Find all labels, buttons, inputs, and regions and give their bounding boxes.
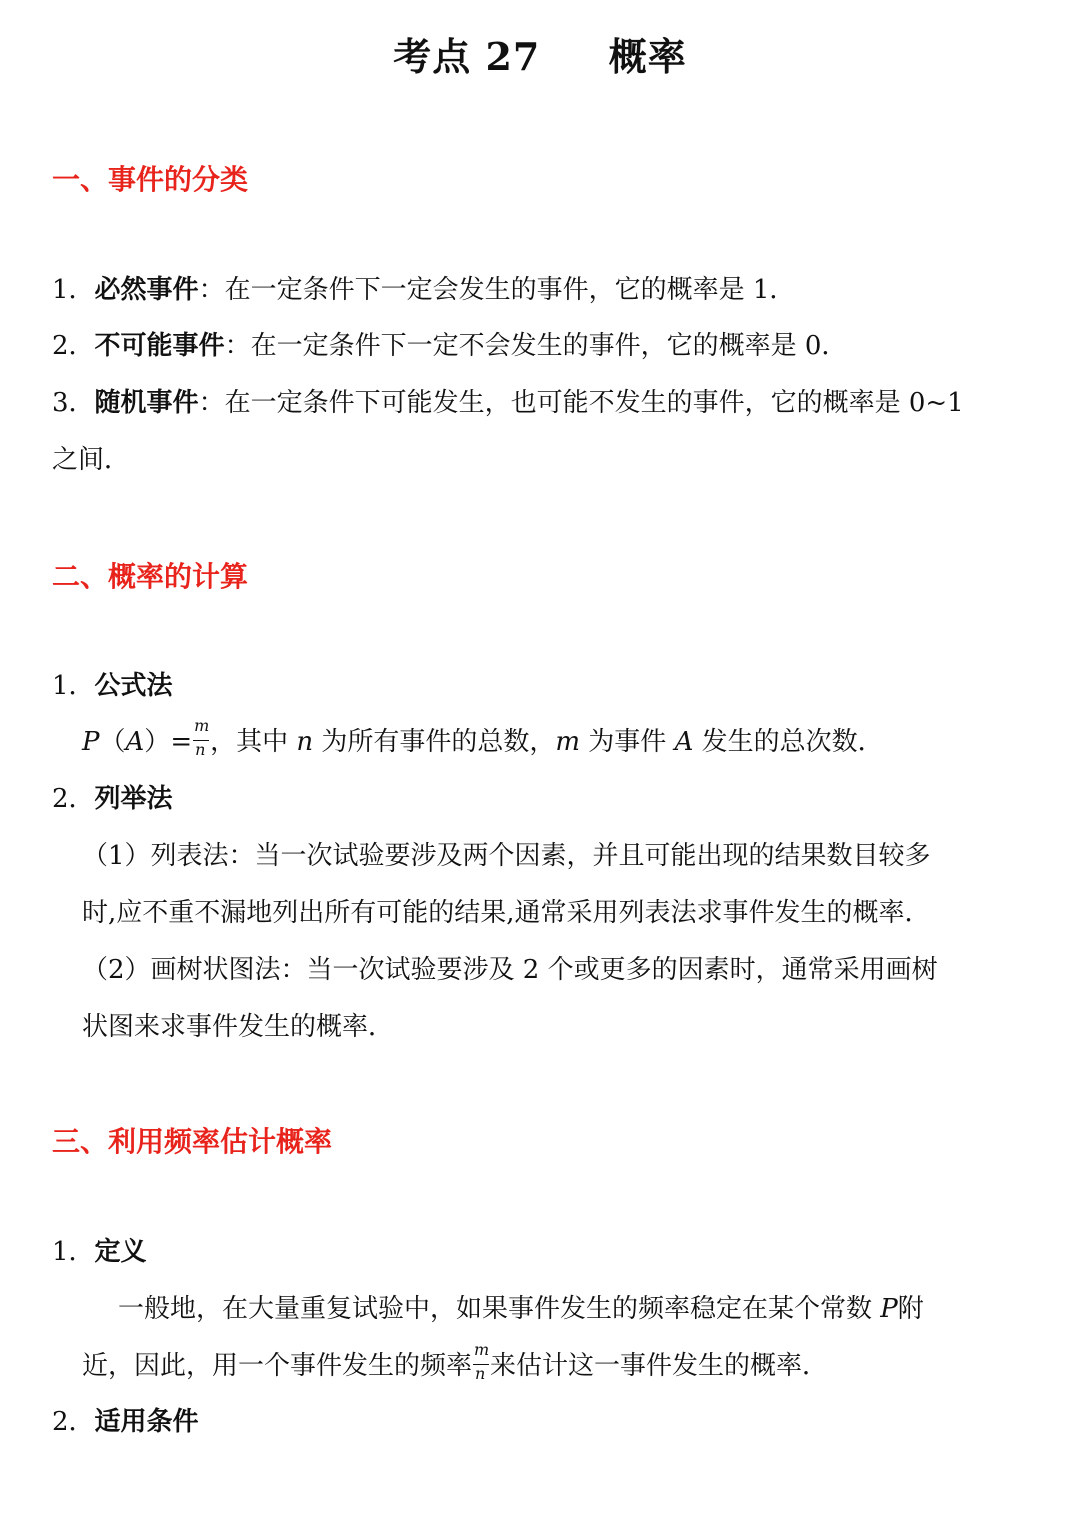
list-method-para-2-line-1: （2）画树状图法：当一次试验要涉及 2 个或更多的因素时，通常采用画树	[82, 955, 938, 985]
list-method-para-1-line-2: 时,应不重不漏地列出所有可能的结果,通常采用列表法求事件发生的概率．	[82, 898, 931, 928]
term-random-event: 随机事件	[94, 388, 199, 418]
definition-line-1: 一般地，在大量重复试验中，如果事件发生的频率稳定在某个常数 P附	[118, 1294, 924, 1324]
title-prefix: 考点	[393, 34, 472, 79]
s1-item-1: 1．必然事件：在一定条件下一定会发生的事件，它的概率是 1．	[52, 275, 796, 305]
list-method-para-1-line-1: （1）列表法：当一次试验要涉及两个因素，并且可能出现的结果数目较多	[82, 841, 931, 871]
term-certain-event: 必然事件	[94, 275, 199, 305]
page-title	[0, 26, 1080, 81]
s3-sub-1: 1．定义	[52, 1237, 147, 1267]
s2-sub-2: 2．列举法	[52, 784, 173, 814]
s2-sub-1: 1．公式法	[52, 671, 173, 701]
probability-formula: P（A）= $\frac{m}{n}$ ，其中 n 为所有事件的总数，m 为事件 A 发生的总次数．	[82, 722, 884, 762]
s1-item-3-cont: 之间．	[52, 445, 131, 475]
s1-item-3: 3．随机事件：在一定条件下可能发生，也可能不发生的事件，它的概率是 0~1	[52, 388, 964, 418]
section-heading-2: 二、概率的计算	[52, 560, 249, 593]
fraction-m-over-n-2: $\frac{m}{n}$	[474, 1340, 490, 1383]
s3-sub-2: 2．适用条件	[52, 1407, 199, 1437]
title-number: 27	[485, 34, 541, 79]
term-impossible-event: 不可能事件	[94, 331, 225, 361]
s1-item-2: 2．不可能事件：在一定条件下一定不会发生的事件，它的概率是 0．	[52, 331, 848, 361]
list-method-para-2-line-2: 状图来求事件发生的概率．	[82, 1012, 395, 1042]
section-heading-1: 一、事件的分类	[52, 163, 249, 196]
definition-line-2: 近，因此，用一个事件发生的频率 $\frac{m}{n}$ 来估计这一事件发生的概率．	[82, 1346, 828, 1386]
fraction-m-over-n: $\frac{m}{n}$	[194, 716, 210, 759]
title-topic: 概率	[608, 34, 687, 79]
section-heading-3: 三、利用频率估计概率	[52, 1125, 333, 1158]
